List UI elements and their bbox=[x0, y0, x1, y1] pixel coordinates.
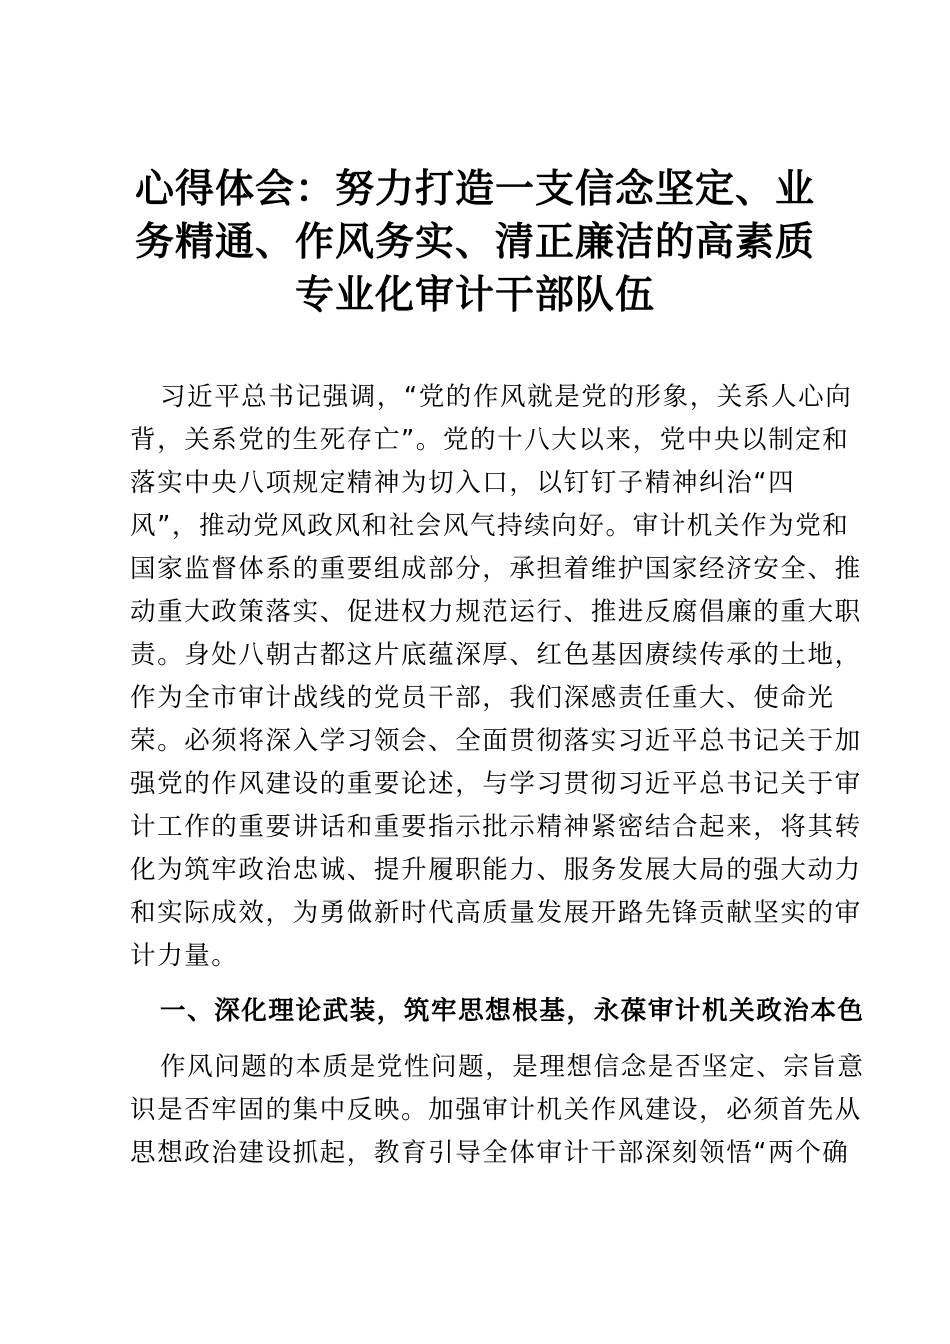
paragraph-line: 强党的作风建设的重要论述，与学习贯彻习近平总书记关于审 bbox=[130, 769, 862, 799]
document-title-line: 心得体会：努力打造一支信念坚定、业 bbox=[134, 167, 815, 212]
paragraph-line: 风”，推动党风政风和社会风气持续向好。审计机关作为党和 bbox=[130, 511, 850, 541]
paragraph-line: 国家监督体系的重要组成部分，承担着维护国家经济安全、推 bbox=[130, 554, 862, 584]
paragraph-line: 和实际成效，为勇做新时代高质量发展开路先锋贡献坚实的审 bbox=[130, 898, 862, 928]
paragraph-line: 落实中央八项规定精神为切入口，以钉钉子精神纠治“四 bbox=[130, 468, 796, 498]
section-heading: 一、深化理论武装，筑牢思想根基，永葆审计机关政治本色 bbox=[160, 996, 865, 1026]
paragraph-line: 作风问题的本质是党性问题，是理想信念是否坚定、宗旨意 bbox=[160, 1052, 865, 1082]
paragraph-line: 动重大政策落实、促进权力规范运行、推进反腐倡廉的重大职 bbox=[130, 597, 862, 627]
paragraph-line: 荣。必须将深入学习领会、全面贯彻落实习近平总书记关于加 bbox=[130, 726, 862, 756]
paragraph-line: 责。身处八朝古都这片底蕴深厚、红色基因赓续传承的土地， bbox=[130, 640, 862, 670]
document-title-line: 务精通、作风务实、清正廉洁的高素质 bbox=[134, 220, 815, 265]
paragraph-line: 作为全市审计战线的党员干部，我们深感责任重大、使命光 bbox=[130, 683, 835, 713]
document-title-line: 专业化审计干部队伍 bbox=[294, 273, 655, 318]
paragraph-line: 背，关系党的生死存亡”。党的十八大以来，党中央以制定和 bbox=[130, 425, 850, 455]
paragraph-line: 习近平总书记强调，“党的作风就是党的形象，关系人心向 bbox=[160, 382, 853, 412]
paragraph-line: 化为筑牢政治忠诚、提升履职能力、服务发展大局的强大动力 bbox=[130, 855, 862, 885]
paragraph-line: 识是否牢固的集中反映。加强审计机关作风建设，必须首先从 bbox=[130, 1095, 862, 1125]
paragraph-line: 计力量。 bbox=[130, 941, 239, 971]
paragraph-line: 计工作的重要讲话和重要指示批示精神紧密结合起来，将其转 bbox=[130, 812, 862, 842]
paragraph-line: 思想政治建设抓起，教育引导全体审计干部深刻领悟“两个确 bbox=[130, 1138, 850, 1168]
